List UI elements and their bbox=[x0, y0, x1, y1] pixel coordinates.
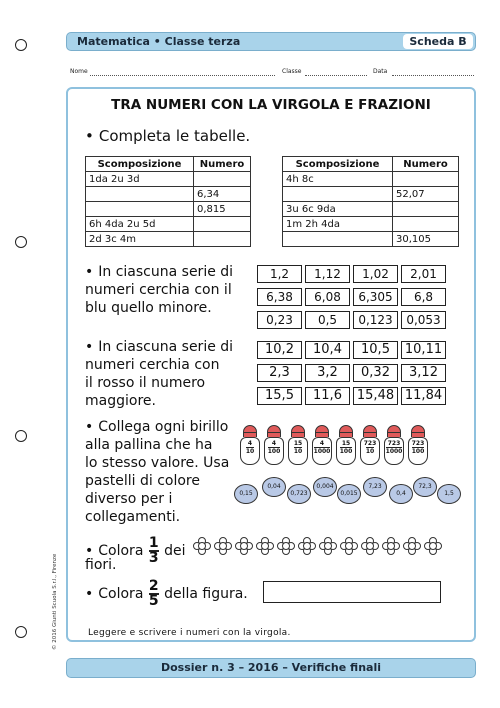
bowling-ball[interactable]: 0,723 bbox=[287, 484, 311, 504]
pin-fraction bbox=[336, 440, 356, 455]
pin-fraction bbox=[384, 440, 404, 455]
number-box[interactable]: 11,6 bbox=[305, 387, 350, 405]
flower[interactable] bbox=[361, 537, 379, 555]
bowling-ball[interactable]: 0,15 bbox=[234, 484, 258, 504]
number-box[interactable]: 0,23 bbox=[257, 311, 302, 329]
number-box[interactable]: 6,08 bbox=[305, 288, 350, 306]
sheet-label: Scheda B bbox=[403, 34, 473, 49]
classe-label: Classe bbox=[282, 68, 302, 75]
flower[interactable] bbox=[403, 537, 421, 555]
flower[interactable] bbox=[382, 537, 400, 555]
pin-fraction bbox=[360, 440, 380, 455]
exercise2-line: • In ciascuna serie di bbox=[85, 263, 233, 281]
number-box[interactable]: 15,5 bbox=[257, 387, 302, 405]
exercise4-line: collegamenti. bbox=[85, 509, 181, 525]
cell[interactable] bbox=[194, 232, 251, 247]
cell[interactable] bbox=[393, 217, 459, 232]
fraction-den: 3 bbox=[148, 550, 159, 566]
figure-rectangle[interactable] bbox=[263, 581, 441, 603]
pin-fraction bbox=[288, 440, 308, 455]
fraction-num: 1 bbox=[148, 535, 159, 551]
cell[interactable]: 30,105 bbox=[393, 232, 459, 247]
pin-numerator: 4 bbox=[271, 440, 277, 447]
number-box[interactable]: 6,38 bbox=[257, 288, 302, 306]
exercise4-line: lo stesso valore. Usa bbox=[85, 455, 230, 471]
number-box[interactable]: 10,4 bbox=[305, 341, 350, 359]
number-box[interactable]: 15,48 bbox=[353, 387, 398, 405]
fraction-one-third bbox=[149, 537, 159, 565]
number-box[interactable]: 2,01 bbox=[401, 265, 446, 283]
cell[interactable]: 6h 4da 2u 5d bbox=[86, 217, 194, 232]
table-row bbox=[86, 232, 251, 247]
col-numero: Numero bbox=[194, 157, 251, 172]
number-box[interactable]: 1,12 bbox=[305, 265, 350, 283]
pin-denominator: 10 bbox=[245, 448, 255, 455]
flower[interactable] bbox=[424, 537, 442, 555]
header-band bbox=[66, 32, 476, 51]
footer-note: Leggere e scrivere i numeri con la virgola. bbox=[88, 628, 291, 638]
exercise4-line: diverso per i bbox=[85, 491, 173, 507]
cell[interactable] bbox=[86, 187, 194, 202]
binder-hole bbox=[15, 39, 27, 51]
flower[interactable] bbox=[214, 537, 232, 555]
exercise3-line: • In ciascuna serie di bbox=[85, 338, 233, 356]
flower[interactable] bbox=[340, 537, 358, 555]
exercise1-prompt: • Completa le tabelle. bbox=[85, 127, 250, 145]
cell[interactable] bbox=[283, 187, 393, 202]
col-numero: Numero bbox=[393, 157, 459, 172]
pin-numerator: 15 bbox=[293, 440, 303, 447]
col-scomposizione: Scomposizione bbox=[86, 157, 194, 172]
pin-denominator: 100 bbox=[411, 448, 425, 455]
pin-fraction bbox=[408, 440, 428, 455]
table-row bbox=[86, 172, 251, 187]
data-field[interactable] bbox=[392, 75, 474, 76]
flower[interactable] bbox=[256, 537, 274, 555]
flower[interactable] bbox=[277, 537, 295, 555]
pin-fraction bbox=[240, 440, 260, 455]
pin-denominator: 100 bbox=[339, 448, 353, 455]
fraction-den: 5 bbox=[148, 593, 159, 609]
nome-label: Nome bbox=[70, 68, 88, 75]
fraction-num: 2 bbox=[148, 578, 159, 594]
exercise5-prefix: • Colora bbox=[85, 543, 143, 559]
bowling-ball[interactable]: 7,23 bbox=[363, 477, 387, 497]
fraction-two-fifths bbox=[149, 580, 159, 608]
pin-numerator: 4 bbox=[319, 440, 325, 447]
flower[interactable] bbox=[193, 537, 211, 555]
number-box[interactable]: 1,2 bbox=[257, 265, 302, 283]
number-box[interactable]: 3,2 bbox=[305, 364, 350, 382]
pin-numerator: 723 bbox=[363, 440, 377, 447]
cell[interactable]: 0,815 bbox=[194, 202, 251, 217]
exercise4-line: pastelli di colore bbox=[85, 473, 200, 489]
copyright: © 2016 Giunti Scuola S.r.l., Firenze bbox=[52, 553, 58, 650]
bowling-pin[interactable] bbox=[240, 425, 260, 465]
pin-numerator: 723 bbox=[387, 440, 401, 447]
number-box[interactable]: 6,8 bbox=[401, 288, 446, 306]
flower[interactable] bbox=[298, 537, 316, 555]
pin-numerator: 4 bbox=[247, 440, 253, 447]
table-right bbox=[282, 156, 459, 247]
bowling-pin[interactable] bbox=[288, 425, 308, 465]
number-box[interactable]: 10,2 bbox=[257, 341, 302, 359]
cell[interactable] bbox=[393, 202, 459, 217]
exercise3-line: maggiore. bbox=[85, 393, 156, 409]
cell[interactable] bbox=[194, 217, 251, 232]
exercise5-line2: fiori. bbox=[85, 557, 117, 573]
number-box[interactable]: 2,3 bbox=[257, 364, 302, 382]
number-box[interactable]: 11,84 bbox=[401, 387, 446, 405]
table-row bbox=[283, 232, 459, 247]
cell[interactable]: 2d 3c 4m bbox=[86, 232, 194, 247]
bowling-pin[interactable] bbox=[408, 425, 428, 465]
cell[interactable]: 3u 6c 9da bbox=[283, 202, 393, 217]
cell[interactable]: 6,34 bbox=[194, 187, 251, 202]
pin-fraction bbox=[264, 440, 284, 455]
pin-denominator: 100 bbox=[267, 448, 281, 455]
cell[interactable]: 4h 8c bbox=[283, 172, 393, 187]
number-box[interactable]: 3,12 bbox=[401, 364, 446, 382]
bowling-pin[interactable] bbox=[312, 425, 332, 465]
number-box[interactable]: 0,5 bbox=[305, 311, 350, 329]
cell[interactable] bbox=[393, 172, 459, 187]
table-row bbox=[283, 217, 459, 232]
exercise4-line: • Collega ogni birillo bbox=[85, 418, 228, 436]
bowling-ball[interactable]: 1,5 bbox=[437, 484, 461, 504]
table-row bbox=[86, 217, 251, 232]
cell[interactable] bbox=[86, 202, 194, 217]
pin-denominator: 10 bbox=[293, 448, 303, 455]
table-row bbox=[283, 172, 459, 187]
number-box[interactable]: 10,11 bbox=[401, 341, 446, 359]
bowling-ball[interactable]: 0,4 bbox=[389, 484, 413, 504]
table-row bbox=[86, 187, 251, 202]
number-box[interactable]: 10,5 bbox=[353, 341, 398, 359]
pin-denominator: 10 bbox=[365, 448, 375, 455]
exercise2-line: numeri cerchia con il bbox=[85, 282, 232, 298]
pin-numerator: 15 bbox=[341, 440, 351, 447]
classe-field[interactable] bbox=[305, 75, 367, 76]
table-row bbox=[283, 187, 459, 202]
nome-field[interactable] bbox=[90, 75, 275, 76]
exercise4-line: alla pallina che ha bbox=[85, 437, 213, 453]
col-scomposizione: Scomposizione bbox=[283, 157, 393, 172]
bowling-pin[interactable] bbox=[264, 425, 284, 465]
bowling-ball[interactable]: 0,015 bbox=[337, 484, 361, 504]
binder-hole bbox=[15, 626, 27, 638]
pin-numerator: 723 bbox=[411, 440, 425, 447]
subject-label: Matematica • Classe terza bbox=[77, 35, 241, 48]
bowling-pin[interactable] bbox=[384, 425, 404, 465]
data-label: Data bbox=[373, 68, 388, 75]
number-box[interactable]: 0,053 bbox=[401, 311, 446, 329]
bowling-pin[interactable] bbox=[360, 425, 380, 465]
cell[interactable]: 52,07 bbox=[393, 187, 459, 202]
cell[interactable] bbox=[194, 172, 251, 187]
binder-hole bbox=[15, 430, 27, 442]
exercise3-line: il rosso il numero bbox=[85, 375, 206, 391]
exercise6-text bbox=[85, 580, 248, 608]
bowling-ball[interactable]: 72,3 bbox=[413, 477, 437, 497]
number-box[interactable]: 0,123 bbox=[353, 311, 398, 329]
cell[interactable] bbox=[283, 232, 393, 247]
table-row bbox=[86, 202, 251, 217]
cell[interactable]: 1m 2h 4da bbox=[283, 217, 393, 232]
worksheet-title: TRA NUMERI CON LA VIRGOLA E FRAZIONI bbox=[111, 97, 431, 113]
bowling-ball[interactable]: 0,04 bbox=[262, 477, 286, 497]
exercise6-suffix: della figura. bbox=[164, 586, 248, 602]
bowling-pin[interactable] bbox=[336, 425, 356, 465]
exercise2-line: blu quello minore. bbox=[85, 300, 212, 316]
number-box[interactable]: 1,02 bbox=[353, 265, 398, 283]
cell[interactable]: 1da 2u 3d bbox=[86, 172, 194, 187]
flower[interactable] bbox=[319, 537, 337, 555]
exercise3-line: numeri cerchia con bbox=[85, 357, 220, 373]
bowling-ball[interactable]: 0,004 bbox=[313, 477, 337, 497]
binder-hole bbox=[15, 236, 27, 248]
pin-fraction bbox=[312, 440, 332, 455]
number-box[interactable]: 6,305 bbox=[353, 288, 398, 306]
table-left bbox=[85, 156, 251, 247]
exercise5-suffix: dei bbox=[164, 543, 186, 559]
number-box[interactable]: 0,32 bbox=[353, 364, 398, 382]
pin-denominator: 1000 bbox=[313, 448, 331, 455]
table-row bbox=[283, 202, 459, 217]
flower[interactable] bbox=[235, 537, 253, 555]
pin-denominator: 1000 bbox=[385, 448, 403, 455]
exercise6-prefix: • Colora bbox=[85, 586, 143, 602]
footer-band: Dossier n. 3 – 2016 – Verifiche finali bbox=[66, 658, 476, 678]
